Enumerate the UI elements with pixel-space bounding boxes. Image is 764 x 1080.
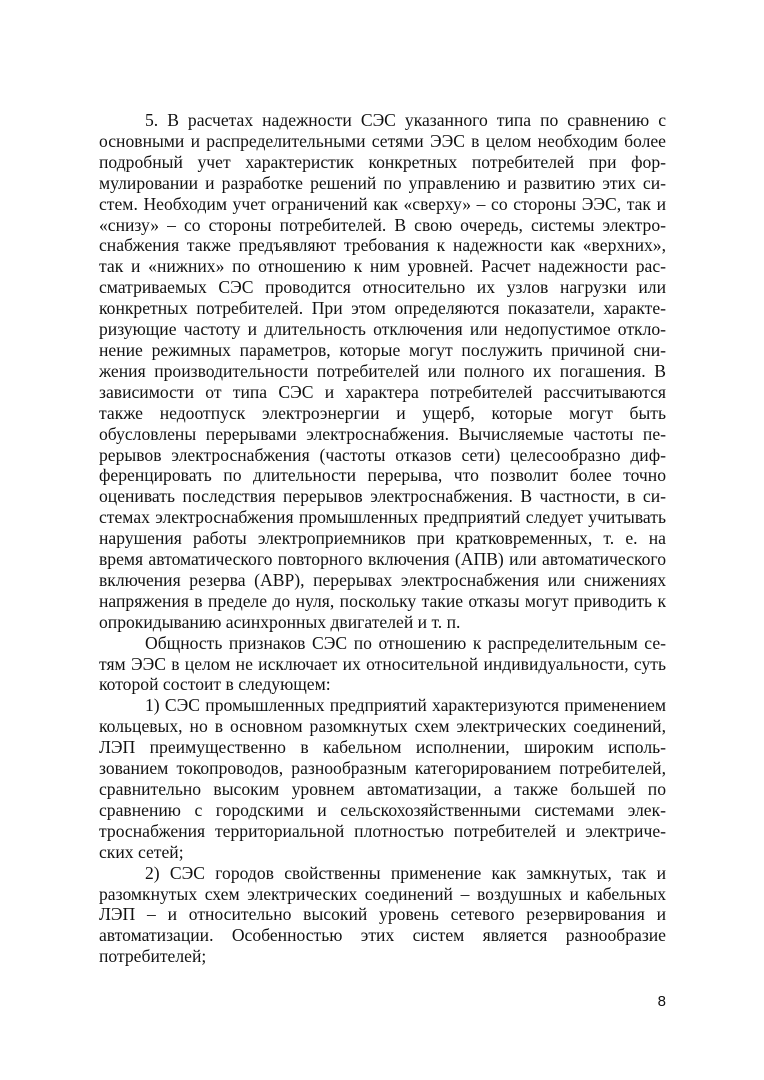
paragraph-industrial-ses: 1) СЭС промышленных предприятий характеризуются применением кольцевых, но в основном разомкнутых схем электрических соединений, ЛЭП преимущественно в кабельном исполнении, широким использованием токопроводов, разнообразным категорированием потребителей, сравнительно высоким уровнем автоматизации, а также большей по сравнению с городскими и сельскохозяйственными системами электроснабжения территориальной плотностью потребителей и электрических сетей; (99, 695, 666, 862)
page-number: 8 (657, 993, 666, 1010)
paragraph-city-ses: 2) СЭС городов свойственны применение как замкнутых, так и разомкнутых схем электрических соединений – воздушных и кабельных ЛЭП – и относительно высокий уровень сетевого резервирования и автоматизации. Особенностью этих систем является разнообразие потребителей; (99, 862, 666, 967)
document-body (99, 110, 666, 967)
paragraph-commonality: Общность признаков СЭС по отношению к распределительным сетям ЭЭС в целом не исключает их относительной индивидуальности, суть которой состоит в следующем: (99, 632, 666, 695)
paragraph-reliability-calculation: 5. В расчетах надежности СЭС указанного типа по сравнению с основными и распределительными сетями ЭЭС в целом необходим более подробный учет характеристик конкретных потребителей при формулировании и разработке решений по управлению и развитию этих систем. Необходим учет ограничений как «сверху» – со стороны ЭЭС, так и «снизу» – со стороны потребителей. В свою очередь, системы электроснабжения также предъявляют требования к надежности как «верхних», так и «нижних» по отношению к ним уровней. Расчет надежности рассматриваемых СЭС проводится относительно их узлов нагрузки или конкретных потребителей. При этом определяются показатели, характеризующие частоту и длительность отключения или недопустимое отклонение режимных параметров, которые могут послужить причиной снижения производительности потребителей или полного их погашения. В зависимости от типа СЭС и характера потребителей рассчитываются также недоотпуск электроэнергии и ущерб, которые могут быть обусловлены перерывами электроснабжения. Вычисляемые частоты перерывов электроснабжения (частоты отказов сети) целесообразно дифференцировать по длительности перерыва, что позволит более точно оценивать последствия перерывов электроснабжения. В частности, в системах электроснабжения промышленных предприятий следует учитывать нарушения работы электроприемников при кратковременных, т. е. на время автоматического повторного включения (АПВ) или автоматического включения резерва (АВР), перерывах электроснабжения или снижениях напряжения в пределе до нуля, поскольку такие отказы могут приводить к опрокидыванию асинхронных двигателей и т. п. (99, 110, 666, 632)
